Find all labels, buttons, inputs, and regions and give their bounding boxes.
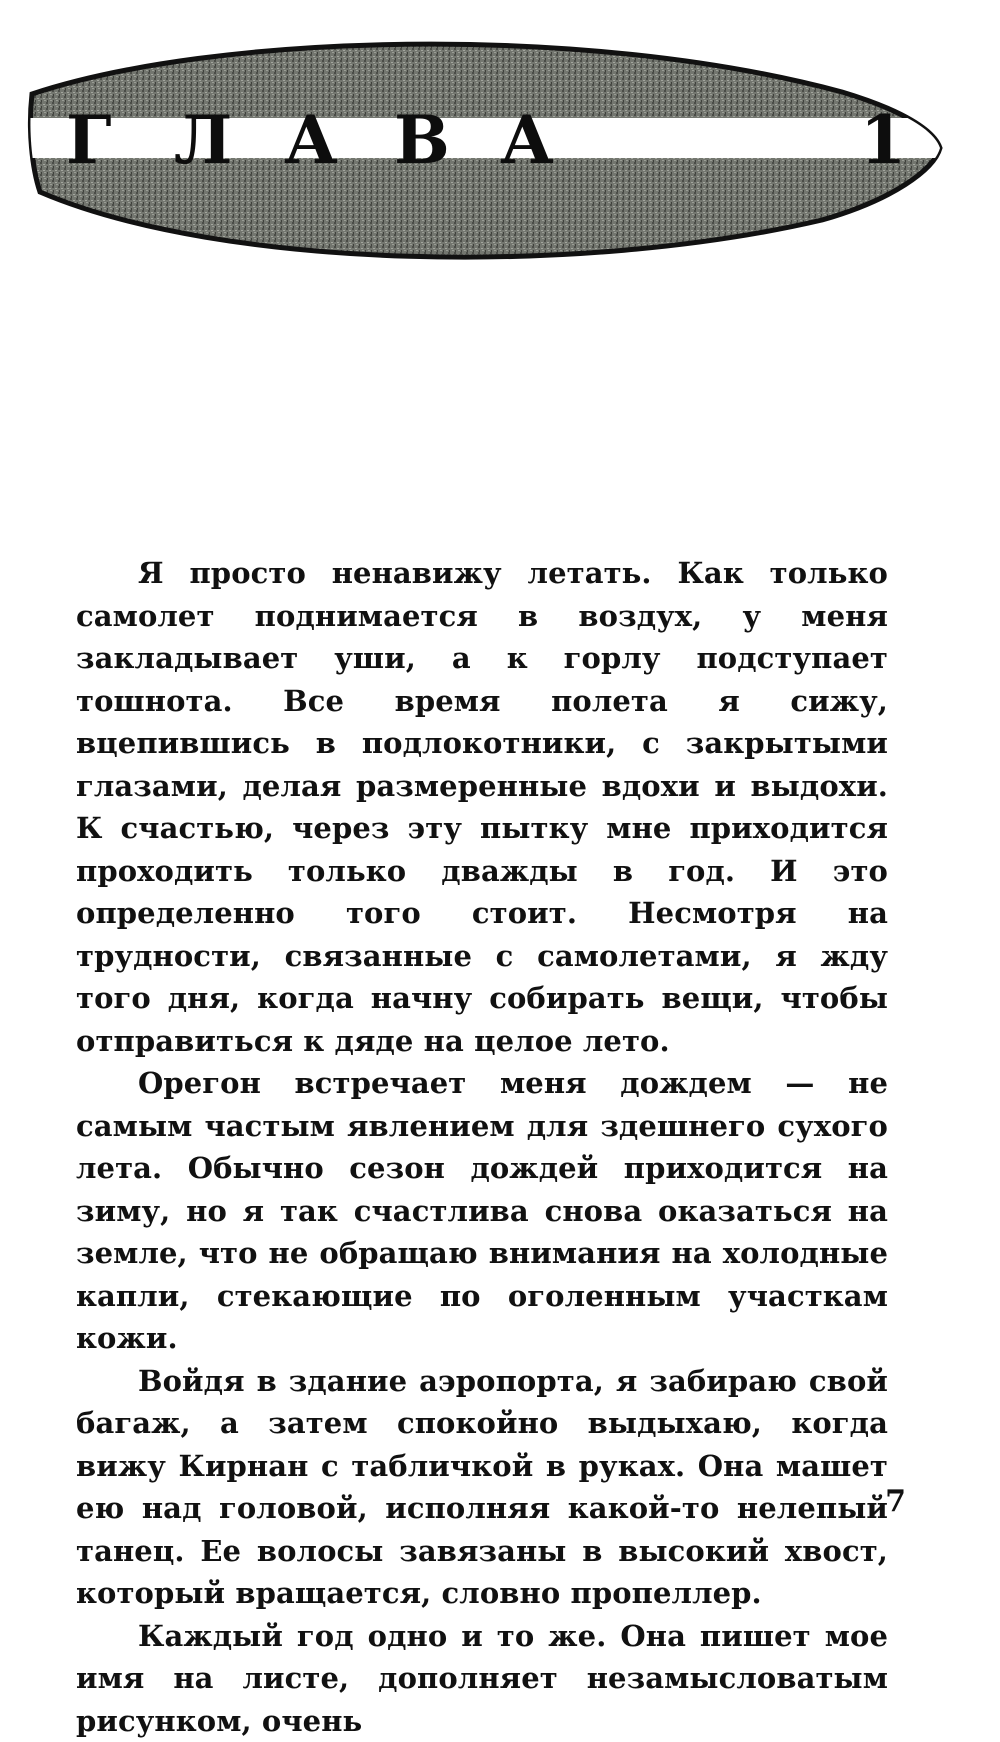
chapter-letter-4: В — [394, 101, 450, 179]
paragraph-3: Войдя в здание аэропорта, я забираю свой багаж, а затем спокойно выдыхаю, когда вижу Кирнан с табличкой в руках. Она машет ею над головой, исполняя какой-то нелепый танец. Ее волосы завязаны в высокий хвост, который вращается, словно пропеллер. — [76, 1360, 888, 1615]
surfboard-illustration — [22, 30, 952, 270]
chapter-banner — [22, 30, 952, 270]
board-stripe — [22, 118, 952, 158]
paragraph-2: Орегон встречает меня дождем — не самым частым явлением для здешнего сухого лета. Обычно сезон дождей приходится на зиму, но я так счастлива снова оказаться на земле, что не обращаю внимания на холодные капли, стекающие по оголенным участкам кожи. — [76, 1062, 888, 1360]
chapter-letter-5: А — [500, 101, 554, 179]
paragraph-1: Я просто ненавижу летать. Как только самолет поднимается в воздух, у меня закладывает уши, а к горлу подступает тошнота. Все время полета я сижу, вцепившись в подлокотники, с закрытыми глазами, делая размеренные вдохи и выдохи. К счастью, через эту пытку мне приходится проходить только дважды в год. И это определенно того стоит. Несмотря на трудности, связанные с самолетами, я жду того дня, когда начну собирать вещи, чтобы отправиться к дяде на целое лето. — [76, 552, 888, 1062]
page-number: 7 — [866, 1484, 906, 1519]
chapter-letter-2: Л — [174, 101, 232, 179]
chapter-number: 1 — [860, 101, 906, 179]
paragraph-4: Каждый год одно и то же. Она пишет мое имя на листе, дополняет незамысловатым рисунком, очень — [76, 1615, 888, 1742]
chapter-letter-3: А — [284, 101, 338, 179]
body-text — [76, 552, 888, 1742]
chapter-letter-1: Г — [66, 101, 112, 179]
